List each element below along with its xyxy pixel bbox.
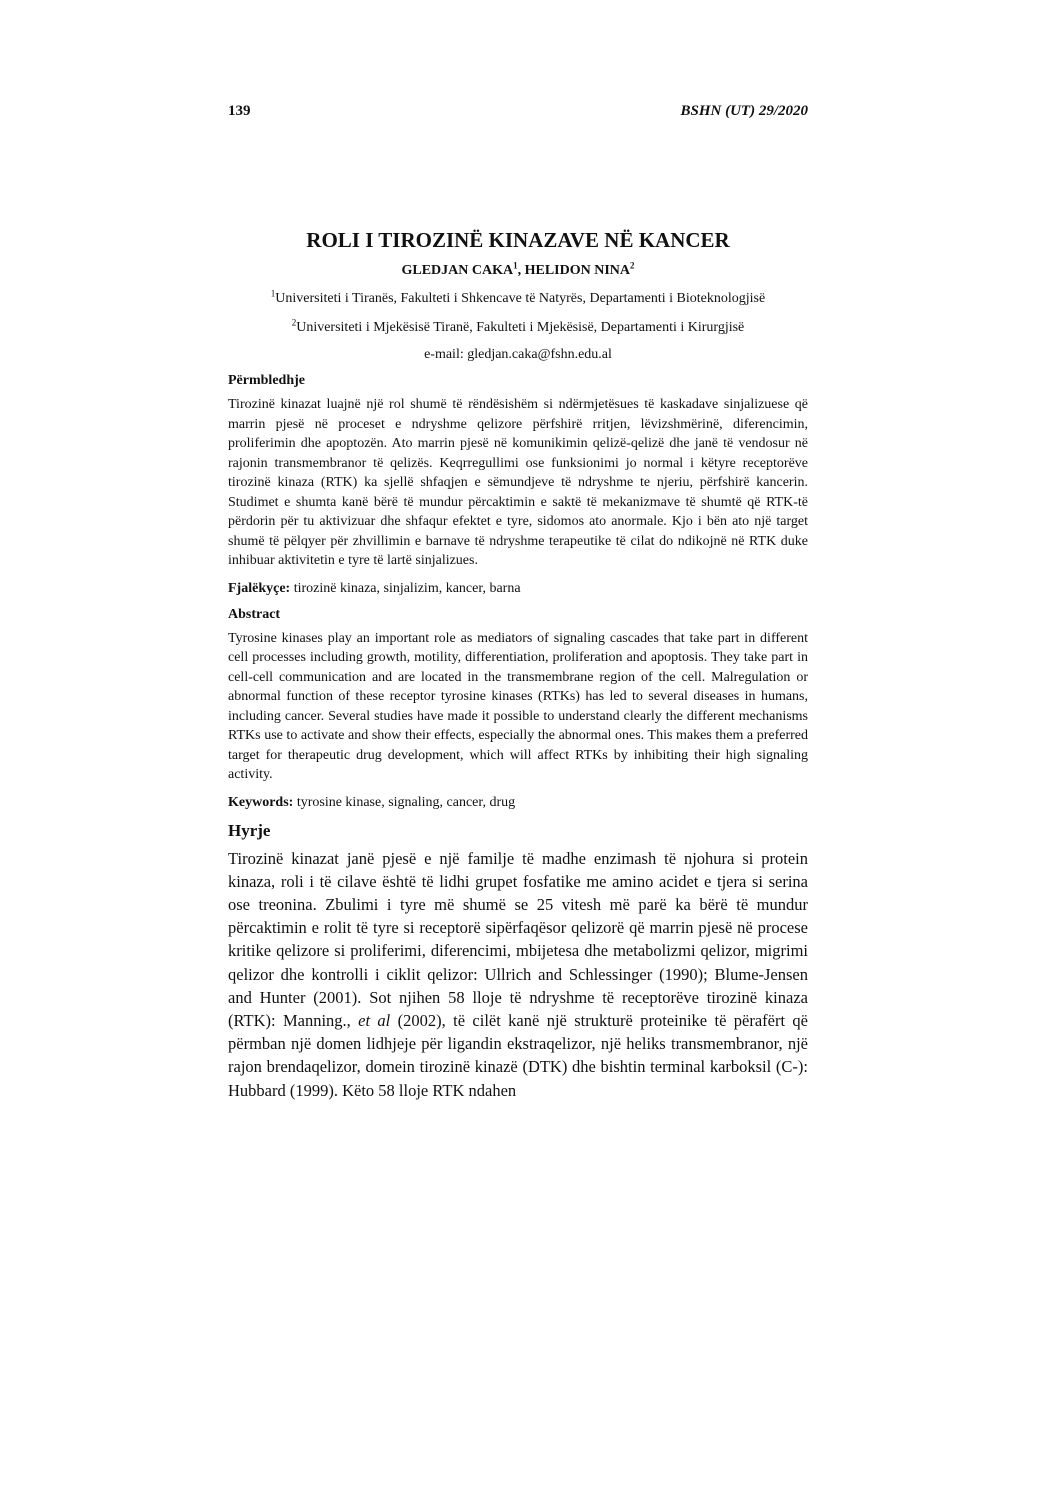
permbledhje-body: Tirozinë kinazat luajnë një rol shumë të rëndësishëm si ndërmjetësues të kaskadave sinjalizuese që marrin pjesë në proceset e ndryshme qelizore përfshirë rritjen, lëvizshmërinë, diferencimin, proliferimin dhe apoptozën. Ato marrin pjesë në komunikimin qelizë-qelizë dhe janë të vendosur në rajonin transmembranor të qelizës. Keqrregullimi ose funksionimi jo normal i këtyre receptorëve tirozinë kinaza (RTK) ka sjellë shfaqjen e sëmundjeve të ndryshme te njeriu, përfshirë kancerin. Studimet e shumta kanë bërë të mundur përcaktimin e saktë të mekanizmave të shumtë që RTK-të përdorin për tu aktivizuar dhe shfaqur efektet e tyre, sidomos ato anormale. Kjo i bën ato një target shumë të pëlqyer për zhvillimin e barnave të ndryshme terapeutike të cilat do ndikojnë në RTK duke inhibuar aktivitetin e tyre të lartë sinjalizues. [228, 397, 808, 568]
contact-email: e-mail: gledjan.caka@fshn.edu.al [424, 347, 612, 362]
fjalekyce-label: Fjalëkyçe: [228, 580, 291, 596]
author-separator: , [517, 263, 525, 278]
journal-reference: BSHN (UT) 29/2020 [680, 103, 808, 119]
article-content [228, 228, 808, 1102]
fjalekyce-values: tirozinë kinaza, sinjalizim, kancer, barna [290, 580, 521, 596]
affiliation-marker: 1 [270, 288, 276, 299]
affiliation-text: Universiteti i Tiranës, Fakulteti i Shkencave të Natyrës, Departamenti i Bioteknologjisë [275, 291, 766, 306]
article-title: ROLI I TIROZINË KINAZAVE NË KANCER [306, 228, 730, 252]
page-number: 139 [228, 103, 251, 119]
author-name: GLEDJAN CAKA [401, 263, 514, 278]
affiliation-marker: 2 [630, 260, 635, 271]
affiliation [228, 289, 808, 308]
abstract-body: Tyrosine kinases play an important role as mediators of signaling cascades that take part in different cell processes including growth, motility, differentiation, proliferation and apoptosis. They take part in cell-cell communication and are located in the transmembrane region of the cell. Malregulation or abnormal function of these receptor tyrosine kinases (RTKs) has led to several diseases in humans, including cancer. Several studies have made it possible to understand clearly the different mechanisms RTKs use to activate and show their effects, especially the abnormal ones. This makes them a preferred target for therapeutic drug development, which will affect RTKs by inhibiting their high signaling activity. [228, 630, 808, 782]
hyrje-text: (2002), të cilët kanë një strukturë proteinike të përafërt që përmban një domen lidhjeje për ligandin ekstraqelizor, një heliks transmembranor, një rajon brendaqelizor, domein tirozinë kinazë (DTK) dhe bishtin terminal karboksil (C-): Hubbard (1999). Këto 58 lloje RTK ndahen [228, 1010, 809, 1100]
affiliation-text: Universiteti i Mjekësisë Tiranë, Fakulteti i Mjekësisë, Departamenti i Kirurgjisë [296, 320, 745, 335]
affiliation-marker: 2 [291, 317, 297, 328]
hyrje-body [228, 847, 808, 1102]
hyrje-citation-etal: et al [358, 1010, 391, 1030]
keywords-label: Keywords: [228, 794, 294, 810]
hyrje-heading: Hyrje [228, 820, 271, 840]
hyrje-text: Tirozinë kinazat janë pjesë e një familje të madhe enzimash të njohura si protein kinaza, roli i të cilave është të lidhi grupet fosfatike me amino acidet e tjera si serina ose treonina. Zbulimi i tyre më shumë se 25 vitesh më parë ka bërë të mundur përcaktimin e rolit të tyre si receptorë sipërfaqësor qelizorë që marrin pjesë në procese kritike qelizore si proliferimi, diferencimi, mbijetesa dhe metabolizmi qelizor, migrimi qelizor dhe kontrolli i ciklit qelizor: Ullrich and Schlessinger (1990); Blume-Jensen and Hunter (2001). Sot njihen 58 lloje të ndryshme të receptorëve tirozinë kinaza (RTK): Manning., [228, 848, 808, 1030]
running-header [228, 103, 808, 120]
affiliation [228, 318, 808, 337]
fjalekyce-line [228, 581, 808, 597]
author-name: HELIDON NINA [524, 263, 631, 278]
keywords-values: tyrosine kinase, signaling, cancer, drug [293, 794, 516, 810]
author-list [228, 260, 808, 279]
permbledhje-heading: Përmbledhje [228, 373, 305, 388]
abstract-heading: Abstract [228, 606, 281, 622]
keywords-line [228, 795, 808, 811]
affiliation-marker: 1 [513, 260, 518, 271]
